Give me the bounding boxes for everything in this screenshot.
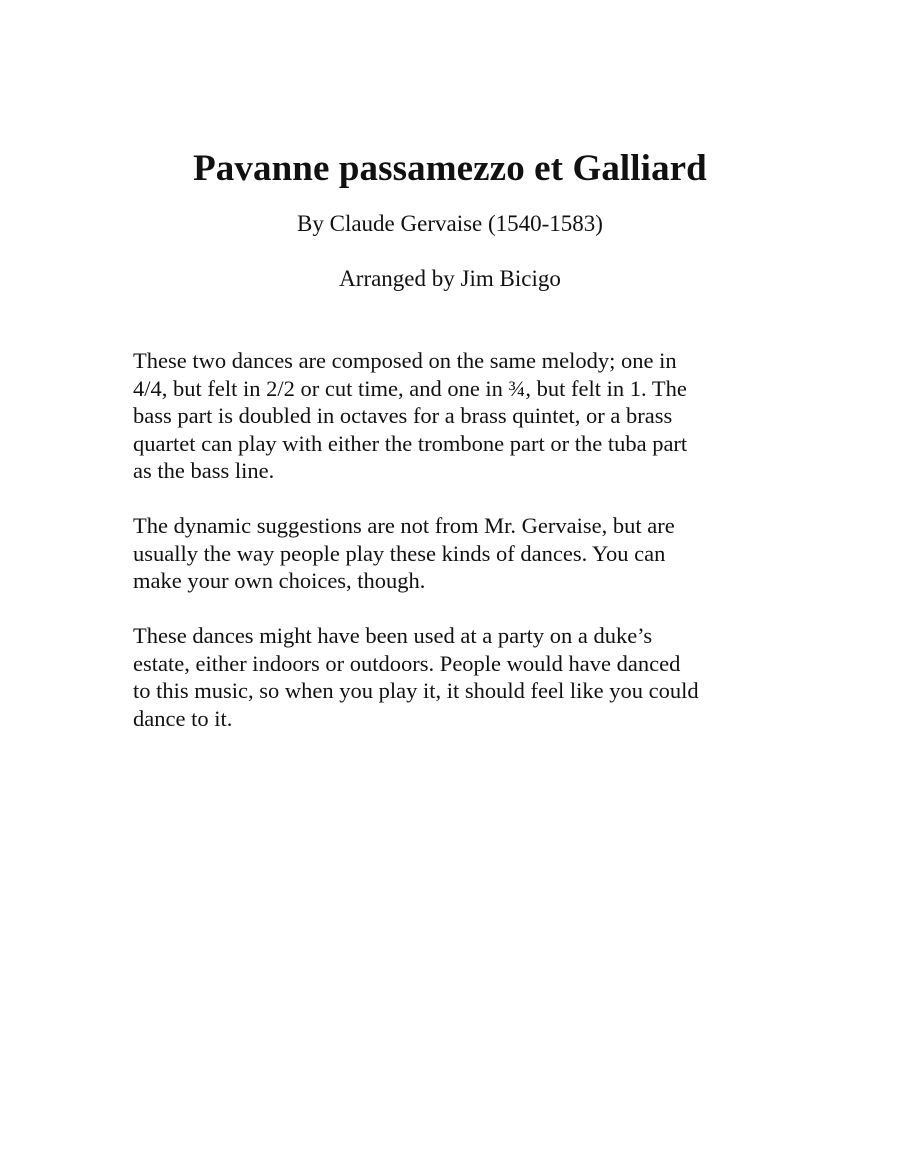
- text-line: These dances might have been used at a party on a duke’s: [133, 623, 653, 648]
- composer-credit: By Claude Gervaise (1540-1583): [297, 211, 603, 236]
- page-title: Pavanne passamezzo et Galliard: [193, 148, 707, 189]
- text-line: 4/4, but felt in 2/2 or cut time, and one in ¾, but felt in 1. The: [133, 375, 687, 401]
- arranger-credit: Arranged by Jim Bicigo: [339, 266, 561, 291]
- text-line: usually the way people play these kinds of dances. You can: [133, 540, 666, 566]
- text-line: dance to it.: [133, 705, 233, 731]
- text-line: to this music, so when you play it, it should feel like you could: [133, 678, 699, 703]
- text-line: estate, either indoors or outdoors. People would have danced: [133, 650, 681, 676]
- body-text: [133, 347, 773, 760]
- text-line: The dynamic suggestions are not from Mr. Gervaise, but are: [133, 513, 675, 538]
- text-line: make your own choices, though.: [133, 568, 426, 593]
- paragraph-dynamics: [133, 512, 773, 595]
- text-line: as the bass line.: [133, 458, 275, 483]
- paragraph-context: [133, 622, 773, 732]
- paragraph-instrumentation: [133, 347, 773, 485]
- text-line: quartet can play with either the trombone part or the tuba part: [133, 430, 688, 456]
- text-line: bass part is doubled in octaves for a brass quintet, or a brass: [133, 403, 673, 428]
- text-line: These two dances are composed on the same melody; one in: [133, 348, 677, 373]
